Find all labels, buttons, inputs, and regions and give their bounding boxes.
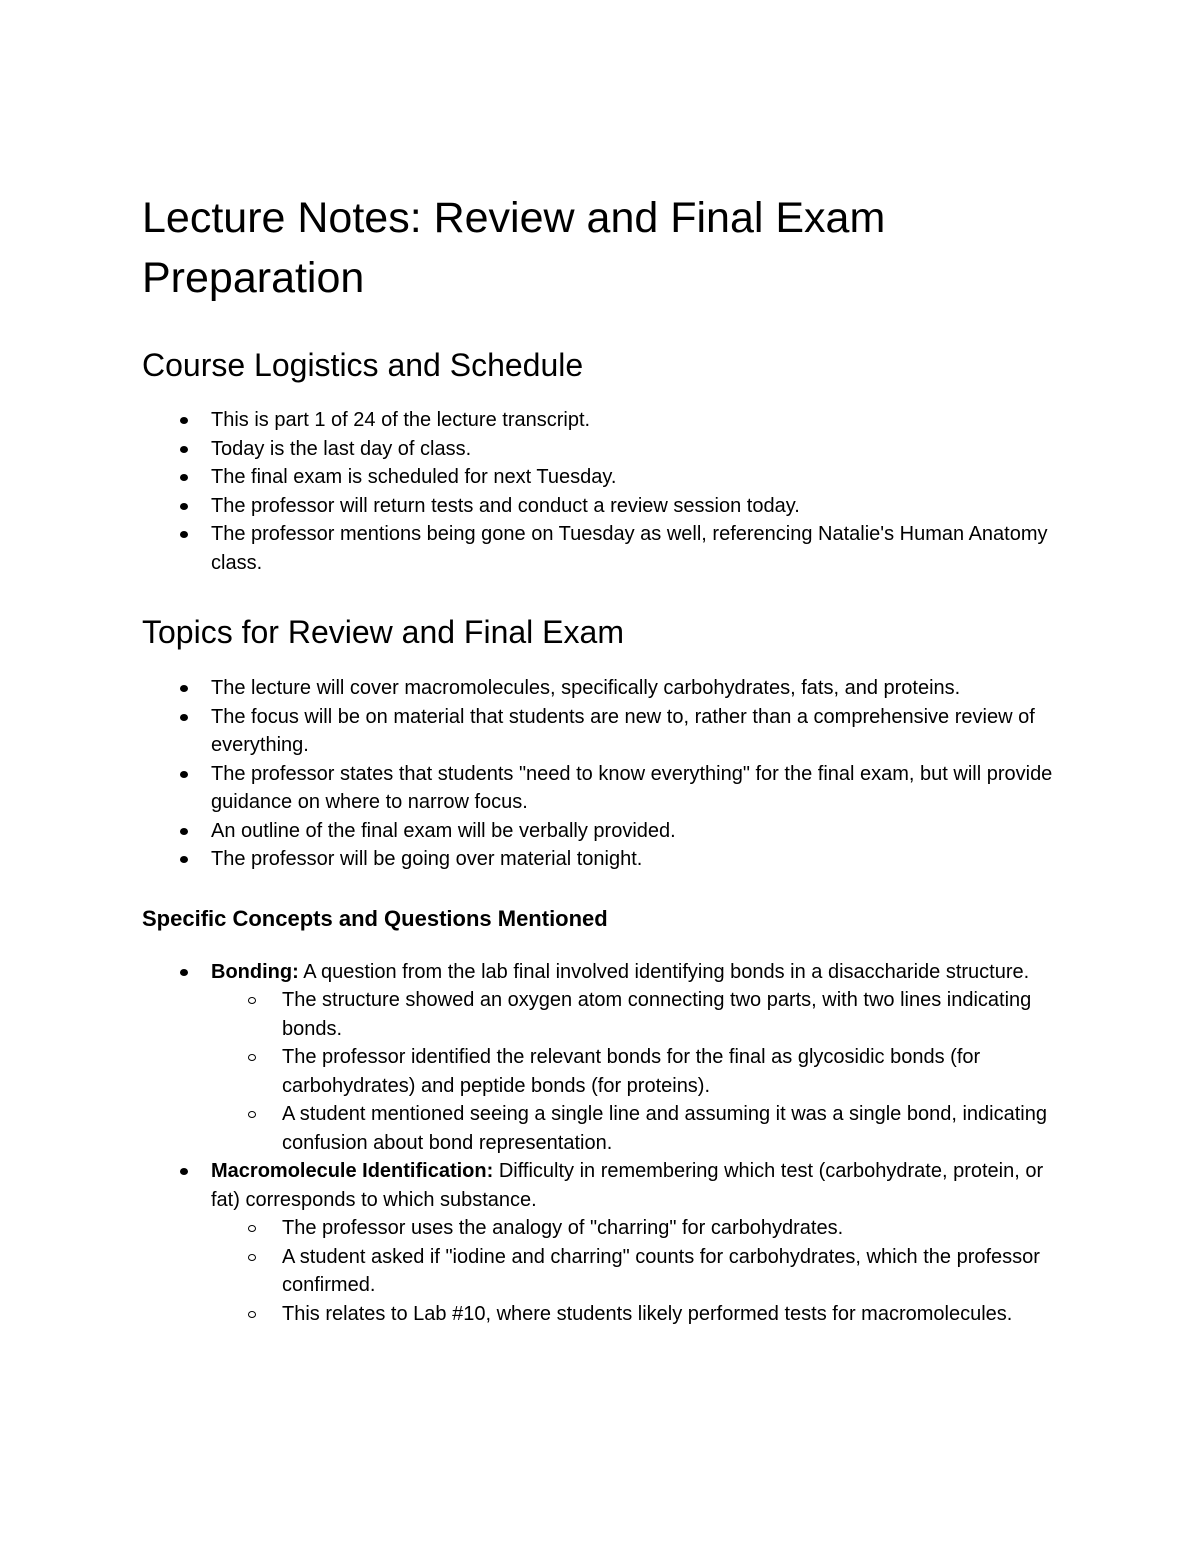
list-item-text: Today is the last day of class. (211, 437, 472, 460)
sub-list-item-text: This relates to Lab #10, where students likely performed tests for macromolecules. (282, 1302, 1013, 1325)
section-heading-course-logistics: Course Logistics and Schedule (142, 347, 584, 383)
list-item-text: The lecture will cover macromolecules, specifically carbohydrates, fats, and proteins. (211, 677, 961, 699)
specific-concepts-list (142, 958, 1062, 1329)
list-item-text: Difficulty in remembering which test (carbohydrate, protein, or fat) corresponds to which substance. (211, 1160, 1044, 1211)
list-item (142, 760, 1062, 817)
list-item-text: The final exam is scheduled for next Tuesday. (211, 466, 617, 488)
topics-for-review-list (142, 674, 1062, 874)
list-item (142, 703, 1062, 760)
document-title: Lecture Notes: Review and Final Exam Preparation (142, 194, 886, 302)
document-content (142, 188, 1062, 1328)
list-item (142, 492, 1062, 521)
list-item-macromolecule-identification (142, 1157, 1062, 1328)
bullet-icon (180, 685, 188, 692)
sub-list-item-text: The professor uses the analogy of "charring" for carbohydrates. (282, 1217, 844, 1239)
bullet-icon (180, 446, 188, 453)
sub-list-item (211, 1243, 1062, 1300)
bullet-icon (180, 503, 188, 510)
list-item-text: The professor states that students "need to know everything" for the final exam, but will provide guidance on where to narrow focus. (211, 762, 1053, 813)
bullet-icon (180, 1168, 188, 1175)
sub-list-item (211, 1100, 1062, 1157)
list-item-label: Bonding: (211, 960, 299, 983)
list-item (142, 406, 1062, 435)
list-item-text: This is part 1 of 24 of the lecture transcript. (211, 409, 591, 431)
hollow-bullet-icon (248, 1054, 256, 1061)
bullet-icon (180, 474, 188, 481)
hollow-bullet-icon (248, 1111, 256, 1118)
bullet-icon (180, 531, 188, 538)
list-item-text: A question from the lab final involved identifying bonds in a disaccharide structure. (298, 960, 1030, 983)
sub-list-item-text: A student mentioned seeing a single line and assuming it was a single bond, indicating confusion about bond representation. (282, 1103, 1047, 1154)
bullet-icon (180, 714, 188, 721)
subsection-heading-specific-concepts: Specific Concepts and Questions Mentioned (142, 905, 608, 931)
list-item-text: An outline of the final exam will be verbally provided. (211, 819, 676, 842)
list-item-bonding (142, 958, 1062, 1158)
sub-list-item (211, 1214, 1062, 1243)
bullet-icon (180, 856, 188, 863)
list-item-label: Macromolecule Identification: (211, 1160, 494, 1182)
sub-list-item (211, 1300, 1062, 1329)
bonding-sub-list (211, 986, 1062, 1157)
list-item (142, 463, 1062, 492)
course-logistics-list (142, 406, 1062, 577)
bullet-icon (180, 969, 188, 976)
list-item-text: The professor mentions being gone on Tuesday as well, referencing Natalie's Human Anatomy class. (211, 523, 1048, 574)
sub-list-item-text: A student asked if "iodine and charring" counts for carbohydrates, which the professor confirmed. (282, 1245, 1040, 1296)
hollow-bullet-icon (248, 997, 256, 1004)
sub-list-item (211, 986, 1062, 1043)
bullet-icon (180, 828, 188, 835)
list-item (142, 520, 1062, 577)
hollow-bullet-icon (248, 1254, 256, 1261)
list-item-text: The professor will be going over material tonight. (211, 848, 643, 870)
section-heading-topics-for-review: Topics for Review and Final Exam (142, 614, 624, 650)
hollow-bullet-icon (248, 1225, 256, 1232)
macromolecule-sub-list (211, 1214, 1062, 1328)
bullet-icon (180, 771, 188, 778)
sub-list-item-text: The structure showed an oxygen atom connecting two parts, with two lines indicating bonds. (282, 989, 1032, 1040)
sub-list-item-text: The professor identified the relevant bonds for the final as glycosidic bonds (for carbohydrates) and peptide bonds (for proteins). (282, 1046, 981, 1097)
list-item (142, 845, 1062, 874)
list-item (142, 674, 1062, 703)
hollow-bullet-icon (248, 1311, 256, 1318)
list-item (142, 817, 1062, 846)
list-item (142, 435, 1062, 464)
bullet-icon (180, 417, 188, 424)
sub-list-item (211, 1043, 1062, 1100)
list-item-text: The focus will be on material that students are new to, rather than a comprehensive review of everything. (211, 705, 1035, 756)
list-item-text: The professor will return tests and conduct a review session today. (211, 494, 800, 517)
